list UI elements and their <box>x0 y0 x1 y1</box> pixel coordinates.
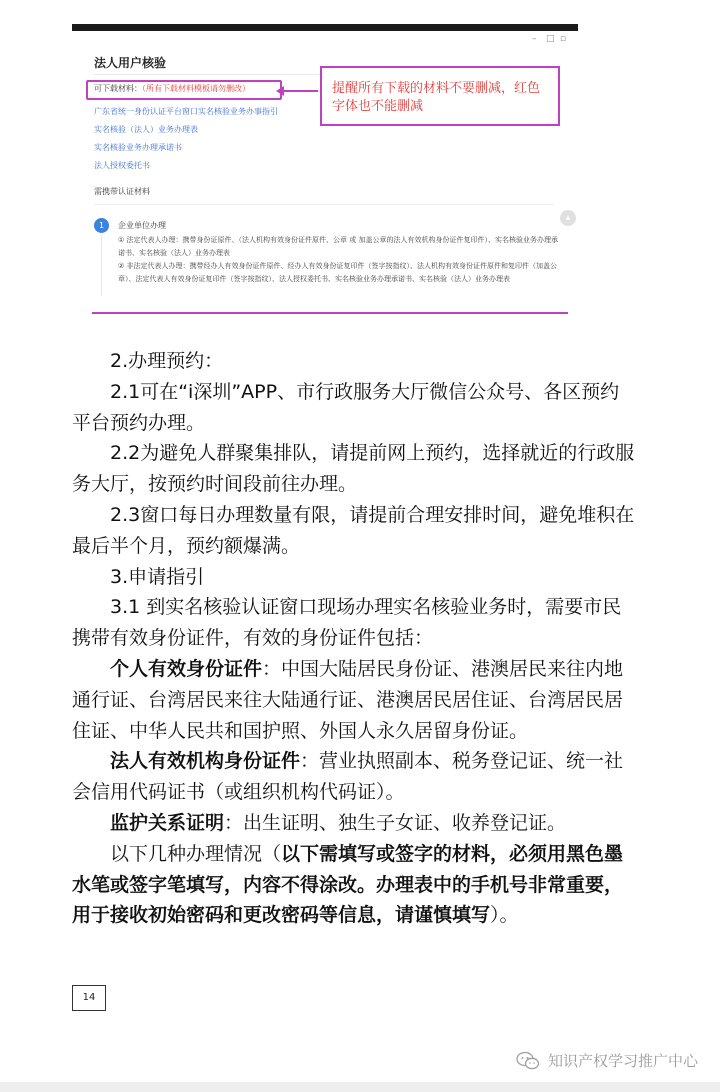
paragraph: 2.办理预约： <box>110 350 224 372</box>
restore-icon: ▫ <box>560 34 567 44</box>
bold-note: 以下需填写或签字的材料，必须用黑色墨水笔或签字笔填写，内容不得涂改。办理表中的手机号非常重要，用于接收初始密码和更改密码等信息，请谨慎填写 <box>72 842 624 927</box>
section-divider <box>94 204 554 205</box>
paragraph <box>72 746 638 808</box>
watermark-text: 知识产权学习推广中心 <box>547 1052 698 1070</box>
link-form[interactable]: 实名核验（法人）业务办理表 <box>94 125 198 134</box>
wechat-icon <box>516 1051 540 1071</box>
link-guide[interactable]: 广东省统一身份认证平台窗口实名核验业务办事指引 <box>94 107 278 116</box>
watermark <box>516 1050 698 1071</box>
document-body <box>72 346 638 931</box>
bold-term: 监护关系证明 <box>110 811 225 834</box>
step-content <box>118 234 558 286</box>
screenshot-title: 法人用户核验 <box>94 56 167 70</box>
paragraph <box>72 839 638 931</box>
download-label-text: 可下载材料： <box>94 84 142 93</box>
callout-box: 提醒所有下载的材料不要删减，红色字体也不能删减 <box>320 66 560 126</box>
download-note: （所有下载材料模板请勿删改） <box>142 84 250 93</box>
chevron-up-icon[interactable]: ▴ <box>560 210 576 226</box>
page-number: 14 <box>72 985 106 1011</box>
paragraph: 3.1 到实名核验认证窗口现场办理实名核验业务时，需要市民携带有效身份证件，有效的身份证件包括： <box>72 596 622 650</box>
paragraph-text: ：营业执照副本、税务登记证、统一社会信用代码证书（或组织机构代码证）。 <box>72 750 624 804</box>
link-authorization[interactable]: 法人授权委托书 <box>94 161 150 170</box>
bold-term: 法人有效机构身份证件 <box>110 750 301 773</box>
paragraph-text: ：出生证明、独生子女证、收养登记证。 <box>224 811 567 834</box>
minimize-icon: – <box>532 34 537 44</box>
callout-arrow <box>280 90 318 92</box>
arrow-head-icon <box>276 86 284 96</box>
section-heading: 需携带认证材料 <box>94 187 150 196</box>
paragraph <box>72 654 638 746</box>
step-item: ② 非法定代表人办理：携带经办人有效身份证件原件、经办人有效身份证复印件（签字按指纹）、法人机构有效身份证件原件和复印件（加盖公章）、法定代表人有效身份证复印件（签字按指纹）、法人授权委托书、实名核验业务办理承诺书、实名核验（法人）业务办理表 <box>118 262 557 283</box>
paragraph: 2.3窗口每日办理数量有限，请提前合理安排时间，避免堆积在最后半个月，预约额爆满。 <box>72 503 635 557</box>
paragraph <box>72 808 638 839</box>
window-title-bar <box>72 24 578 31</box>
embedded-screenshot <box>72 24 578 316</box>
bottom-strip <box>0 1082 720 1092</box>
paragraph-text: 以下几种办理情况（ <box>110 842 282 865</box>
link-commitment[interactable]: 实名核验业务办理承诺书 <box>94 143 182 152</box>
paragraph-text: ）。 <box>490 904 519 927</box>
download-label <box>94 83 250 94</box>
paragraph-text: ：中国大陆居民身份证、港澳居民来往内地通行证、台湾居民来往大陆通行证、港澳居民居住证、台湾居民居住证、中华人民共和国护照、外国人永久居留身份证。 <box>72 657 624 742</box>
paragraph: 2.1可在“i深圳”APP、市行政服务大厅微信公众号、各区预约平台预约办理。 <box>72 380 620 434</box>
step-title: 企业单位办理 <box>118 221 166 230</box>
step-item: ① 法定代表人办理：携带身份证原件、（法人机构有效身份证件原件、公章 或 加盖公章的法人有效机构身份证件复印件）、实名核验业务办理承诺书、实名核验（法人）业务办理表 <box>118 236 558 257</box>
highlight-underline <box>92 312 568 314</box>
paragraph: 3.申请指引 <box>110 565 205 588</box>
bold-term: 个人有效身份证件 <box>110 657 263 680</box>
step-number-badge: 1 <box>94 218 109 233</box>
step-timeline-line <box>101 236 102 296</box>
paragraph: 2.2为避免人群聚集排队，请提前网上预约，选择就近的行政服务大厅，按预约时间段前往办理。 <box>72 442 635 496</box>
maximize-icon: □ <box>546 34 555 44</box>
